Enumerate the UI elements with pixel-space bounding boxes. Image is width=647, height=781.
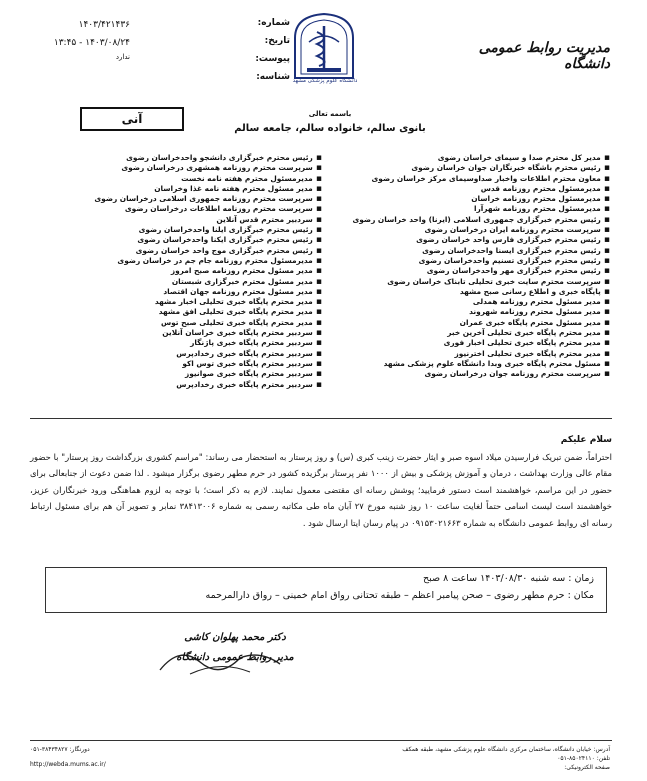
footer-email-label: صفحه الکترونیکی: (564, 764, 610, 771)
recipient-name: مدیر کل محترم صدا و سیمای خراسان رضوی (437, 153, 601, 162)
recipient-name: مدیر مسئول محترم روزنامه شهروند (469, 307, 601, 317)
bullet-icon: ▪ (312, 317, 322, 328)
bullet-icon: ▪ (312, 348, 322, 359)
recipient-item (340, 307, 610, 317)
bullet-icon: ▪ (312, 369, 322, 380)
number-value: ۱۴۰۳/۴۲۱۴۳۶ (78, 20, 130, 30)
recipient-name: مدیر محترم پایگاه خبری تحلیلی اخترنیوز (454, 348, 601, 358)
recipient-item (52, 266, 322, 276)
recipient-item (340, 256, 610, 266)
recipient-item (340, 246, 610, 256)
id-label: شناسه: (256, 72, 290, 82)
recipient-name: سردبیر محترم پایگاه خبری خراسان آنلاین (162, 328, 313, 338)
bullet-icon: ▪ (600, 358, 610, 369)
urgent-stamp: آنی (80, 107, 184, 131)
bullet-icon: ▪ (600, 307, 610, 318)
recipient-name: سردبیر محترم پایگاه خبری توس اکو (182, 358, 313, 368)
recipient-item (52, 369, 322, 379)
recipient-name: رئیس محترم خبرگزاری ایسنا واحدخراسان رضوی (422, 245, 601, 255)
letter-body (30, 432, 612, 531)
recipient-name: سردبیر محترم قدس آنلاین (216, 214, 313, 224)
recipient-item (52, 338, 322, 348)
recipient-item (340, 153, 610, 163)
bullet-icon: ▪ (600, 204, 610, 215)
recipient-item (340, 266, 610, 276)
salutation: سلام علیکم (560, 435, 612, 445)
recipient-name: سرپرست محترم روزنامه اطلاعات درخراسان رضوی (124, 204, 313, 214)
recipient-name: سردبیر محترم پایگاه خبری رخدادپرس (176, 348, 313, 358)
letter-meta (120, 14, 290, 86)
recipient-item (52, 204, 322, 214)
meeting-time: زمان : سه شنبه ۱۴۰۳/۰۸/۳۰ ساعت ۸ صبح (422, 573, 594, 584)
department-title: مدیریت روابط عمومی دانشگاه (478, 40, 610, 72)
bullet-icon: ▪ (312, 245, 322, 256)
bullet-icon: ▪ (600, 348, 610, 359)
recipient-item (340, 204, 610, 214)
footer-web (30, 745, 310, 769)
recipient-name: رئیس محترم خبرگزاری ایکنا واحدخراسان رضوی (137, 235, 313, 245)
bullet-icon: ▪ (312, 379, 322, 390)
recipient-item (340, 297, 610, 307)
recipient-name: سرپرست محترم روزنامه جوان درخراسان رضوی (424, 369, 601, 379)
recipient-item (340, 277, 610, 287)
bullet-icon: ▪ (312, 307, 322, 318)
recipient-item (52, 349, 322, 359)
recipient-item (52, 235, 322, 245)
recipient-name: مدیر محترم پایگاه خبری تحلیلی اخبار مشهد (154, 297, 313, 307)
bullet-icon: ▪ (312, 194, 322, 205)
basmala: باسمه تعالی (308, 110, 352, 118)
bullet-icon: ▪ (600, 328, 610, 339)
recipient-item (340, 225, 610, 235)
recipient-item (52, 307, 322, 317)
footer-fax: دورنگار: ۳۸۴۳۴۸۲۷-۰۵۱ (30, 746, 90, 753)
bullet-icon: ▪ (600, 286, 610, 297)
recipient-item (340, 163, 610, 173)
bullet-icon: ▪ (312, 255, 322, 266)
signer-title: مدیر روابط عمومی دانشگاه (176, 652, 294, 663)
bullet-icon: ▪ (312, 225, 322, 236)
bullet-icon: ▪ (600, 153, 610, 163)
bullet-icon: ▪ (600, 214, 610, 225)
recipient-item (52, 184, 322, 194)
signature-block (160, 628, 310, 668)
recipient-name: رئیس محترم باشگاه خبرنگاران جوان خراسان رضوی (411, 163, 601, 173)
bullet-icon: ▪ (312, 266, 322, 277)
bullet-icon: ▪ (600, 266, 610, 277)
meeting-place: مکان : حرم مطهر رضوی – صحن پیامبر اعظم – طبقه تحتانی رواق امام خمینی – رواق دارالمرحمه (205, 590, 594, 601)
recipient-item (340, 328, 610, 338)
footer-website[interactable]: http://webda.mums.ac.ir/ (30, 761, 106, 768)
recipient-item (52, 153, 322, 163)
greeting-line: بانوی سالم، خانواده سالم، جامعه سالم (234, 123, 426, 134)
recipient-item (340, 174, 610, 184)
bullet-icon: ▪ (600, 245, 610, 256)
recipient-name: مدیرمسئول محترم روزنامه شهرآرا (473, 204, 601, 214)
recipient-name: مدیر مسئول محترم روزنامه همدلی (472, 297, 601, 307)
recipient-name: مدیرمسئول محترم روزنامه قدس (480, 183, 601, 193)
recipient-name: سردبیر محترم پایگاه خبری صوانیوز (185, 369, 313, 379)
body-paragraph: احتراماً، ضمن تبریک فرارسیدن میلاد اسوه صبر و ایثار حضرت زینب کبری (س) و روز پرستار به استحضار می رساند: "مراسم کشوری بزرگداشت روز پرستار" با حضور مقام عالی وزارت بهداشت ، درمان و آموزش پزشکی و بیش از ۱۰۰۰ نفر پرستار برگزیده کشور در حرم مطهر رضوی برگزار میشود . لذا ضمن دعوت از جنابعالی برای حضور در این مراسم، خواهشمند است دستور فرمایید؛ پوشش رسانه ای مقتضی معمول نمایند. لازم به ذکر است؛ با توجه به لزوم هماهنگی ورود خبرنگاران عزیز، خواهشمند است لیست اسامی حتماً لغایت ساعت ۱۰ روز شنبه مورخ ۲۷ آبان ماه طی مکاتبه رسمی به شماره ۳۸۴۱۳۰۰۶ نمابر و تصویر آن هم برای مسئول ارتباط رسانه ای روابط عمومی دانشگاه به شماره ۰۹۱۵۳۰۲۱۶۶۳ در پیام رسان ایتا ارسال شود . (30, 451, 612, 528)
university-logo (285, 8, 363, 86)
recipient-name: پایگاه خبری و اطلاع رسانی صبح مشهد (459, 286, 601, 296)
recipient-name: مدیر مسئول محترم هفته نامه غذا وخراسان (154, 183, 313, 193)
bullet-icon: ▪ (600, 235, 610, 246)
divider (30, 418, 612, 419)
footer-phone: تلفن: ۸۵۰۲۴۱۱۰-۰۵۱ (557, 755, 610, 762)
bullet-icon: ▪ (600, 173, 610, 184)
bullet-icon: ▪ (600, 338, 610, 349)
recipient-item (52, 287, 322, 297)
bullet-icon: ▪ (312, 286, 322, 297)
recipients-right (340, 153, 610, 380)
bullet-icon: ▪ (600, 163, 610, 174)
recipient-item (340, 287, 610, 297)
recipient-name: مدیر محترم پایگاه خبری تحلیلی اخبار فوری (443, 338, 601, 348)
footer-divider (30, 740, 612, 741)
attachment-label: پیوست: (255, 54, 290, 64)
date-value: ۱۴۰۳/۰۸/۲۴ - ۱۳:۴۵ (53, 38, 130, 48)
recipients-left (52, 153, 322, 390)
recipient-item (340, 349, 610, 359)
recipient-name: مدیرمسئول محترم روزنامه جام جم در خراسان رضوی (117, 255, 313, 265)
bullet-icon: ▪ (312, 173, 322, 184)
bullet-icon: ▪ (312, 204, 322, 215)
recipient-item (52, 256, 322, 266)
bullet-icon: ▪ (312, 163, 322, 174)
bullet-icon: ▪ (600, 297, 610, 308)
recipient-name: مدیرمسئول محترم روزنامه خراسان (471, 194, 601, 204)
recipient-name: مسئول محترم پایگاه خبری وبدا دانشگاه علوم پزشکی مشهد (383, 358, 601, 368)
recipient-item (52, 225, 322, 235)
signer-name: دکتر محمد پهلوان کاشی (184, 632, 286, 643)
recipient-name: سردبیر محترم پایگاه خبری پاژنگار (190, 338, 313, 348)
recipient-item (52, 328, 322, 338)
number-label: شماره: (257, 18, 290, 28)
recipient-name: مدیر مسئول محترم پایگاه خبری عمران (459, 317, 601, 327)
bullet-icon: ▪ (600, 194, 610, 205)
bullet-icon: ▪ (600, 369, 610, 380)
footer-contact (330, 745, 610, 772)
recipient-item (52, 194, 322, 204)
recipient-name: سرپرست محترم روزنامه جمهوری اسلامی درخراسان رضوی (94, 194, 313, 204)
recipient-item (340, 369, 610, 379)
recipient-item (52, 380, 322, 390)
bullet-icon: ▪ (312, 153, 322, 163)
recipient-item (52, 215, 322, 225)
bullet-icon: ▪ (600, 276, 610, 287)
recipient-item (52, 277, 322, 287)
recipient-name: رئیس محترم خبرگزاری موج واحد خراسان رضوی (135, 245, 313, 255)
bullet-icon: ▪ (312, 276, 322, 287)
recipient-name: معاون محترم اطلاعات واخبار صداوسیمای مرکز خراسان رضوی (371, 173, 601, 183)
bullet-icon: ▪ (312, 183, 322, 194)
bullet-icon: ▪ (312, 328, 322, 339)
recipient-name: مدیر محترم پایگاه خبری تحلیلی افق مشهد (158, 307, 313, 317)
recipient-name: مدیرمسئول محترم هفته نامه نخست (181, 173, 313, 183)
recipient-name: مدیر محترم پایگاه خبری تحلیلی صبح توس (160, 317, 313, 327)
recipient-name: مدیر محترم پایگاه خبری تحلیلی آخرین خبر (447, 328, 601, 338)
recipient-item (340, 235, 610, 245)
recipient-item (340, 215, 610, 225)
recipient-name: سرپرست محترم سایت خبری تحلیلی تابناک خراسان رضوی (387, 276, 601, 286)
recipient-item (52, 246, 322, 256)
recipient-item (52, 318, 322, 328)
recipient-name: سرپرست محترم روزنامه همشهری درخراسان رضوی (121, 163, 313, 173)
recipient-item (340, 338, 610, 348)
bullet-icon: ▪ (312, 214, 322, 225)
recipient-name: سردبیر محترم پایگاه خبری رخدادپرس (176, 379, 313, 389)
recipient-name: رئیس محترم خبرگزاری مهر واحدخراسان رضوی (426, 266, 601, 276)
date-label: تاریخ: (264, 36, 290, 46)
bullet-icon: ▪ (600, 225, 610, 236)
recipient-item (52, 174, 322, 184)
recipient-name: مدیر مسئول محترم روزنامه جهان اقتصاد (163, 286, 313, 296)
recipient-item (340, 194, 610, 204)
recipient-item (340, 359, 610, 369)
recipient-item (340, 318, 610, 328)
bullet-icon: ▪ (312, 358, 322, 369)
attachment-value: ندارد (115, 53, 130, 61)
bullet-icon: ▪ (312, 235, 322, 246)
recipient-item (52, 297, 322, 307)
bullet-icon: ▪ (600, 255, 610, 266)
letter-meta-values (35, 16, 130, 62)
bullet-icon: ▪ (312, 338, 322, 349)
recipient-name: سرپرست محترم روزنامه ایران درخراسان رضوی (424, 225, 601, 235)
recipient-name: مدیر مسئول محترم روزنامه صبح امروز (170, 266, 313, 276)
recipient-item (52, 163, 322, 173)
footer-address: آدرس: خیابان دانشگاه، ساختمان مرکزی دانشگاه علوم پزشکی مشهد، طبقه همکف (402, 746, 610, 753)
recipient-name: رئیس محترم خبرگزاری ایلنا واحدخراسان رضوی (138, 225, 313, 235)
recipient-name: رئیس محترم خبرگزاری فارس واحد خراسان رضوی (416, 235, 601, 245)
bullet-icon: ▪ (600, 317, 610, 328)
meeting-box (45, 567, 607, 613)
recipient-name: رئیس محترم خبرگزاری تسنیم واحدخراسان رضوی (418, 255, 601, 265)
logo-caption: دانشگاه علوم پزشکی مشهد (292, 78, 358, 84)
recipient-item (52, 359, 322, 369)
recipient-name: رئیس محترم خبرگزاری دانشجو واحدخراسان رضوی (126, 153, 313, 162)
recipient-name: مدیر مسئول محترم خبرگزاری شبستان (171, 276, 313, 286)
bullet-icon: ▪ (600, 183, 610, 194)
recipient-item (340, 184, 610, 194)
bullet-icon: ▪ (312, 297, 322, 308)
recipient-name: رئیس محترم خبرگزاری جمهوری اسلامی (ایرنا) واحد خراسان رضوی (352, 214, 601, 224)
